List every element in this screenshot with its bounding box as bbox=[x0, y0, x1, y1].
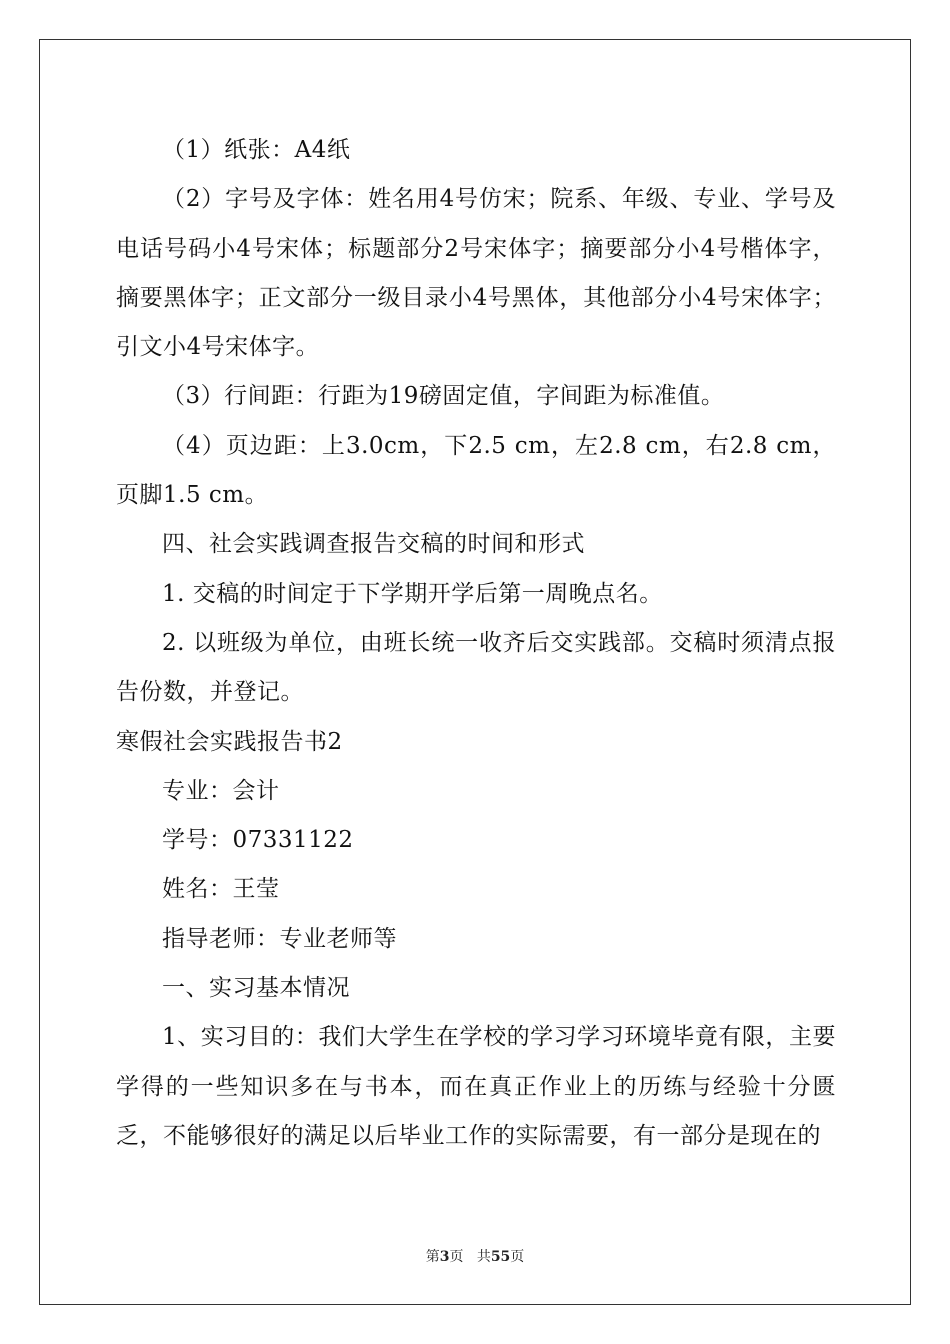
footer-page-number: 3 bbox=[439, 1249, 450, 1265]
paragraph: 2. 以班级为单位，由班长统一收齐后交实践部。交稿时须清点报告份数，并登记。 bbox=[116, 629, 836, 706]
paragraph: （2）字号及字体：姓名用4号仿宋；院系、年级、专业、学号及电话号码小4号宋体；标题部分2号宋体字；摘要部分小4号楷体字，摘要黑体字；正文部分一级目录小4号黑体，其他部分小4号宋体字；引文小4号宋体字。 bbox=[116, 186, 836, 361]
footer-total-suffix: 页 bbox=[510, 1249, 525, 1265]
paragraph: 1. 交稿的时间定于下学期开学后第一周晚点名。 bbox=[162, 580, 663, 607]
paragraph: 指导老师：专业老师等 bbox=[162, 925, 397, 952]
footer-total-prefix: 共 bbox=[476, 1249, 491, 1265]
paragraph: 一、实习基本情况 bbox=[162, 975, 350, 1002]
footer-page-suffix: 页 bbox=[449, 1249, 464, 1265]
page-footer bbox=[0, 1246, 950, 1266]
footer-prefix: 第 bbox=[425, 1249, 440, 1265]
paragraph: 姓名：王莹 bbox=[162, 876, 280, 903]
footer-total-pages: 55 bbox=[490, 1249, 511, 1265]
paragraph: 1、实习目的：我们大学生在学校的学习学习环境毕竟有限，主要学得的一些知识多在与书本，而在真正作业上的历练与经验十分匮乏，不能够很好的满足以后毕业工作的实际需要，有一部分是现在的 bbox=[116, 1024, 836, 1149]
paragraph: 专业：会计 bbox=[162, 777, 280, 804]
paragraph: 寒假社会实践报告书2 bbox=[116, 728, 343, 755]
paragraph: （4）页边距：上3.0cm，下2.5 cm，左2.8 cm，右2.8 cm，页脚1.5 cm。 bbox=[116, 432, 836, 509]
paragraph: 学号：07331122 bbox=[162, 827, 354, 854]
document-body bbox=[116, 126, 836, 1161]
paragraph: （3）行间距：行距为19磅固定值，字间距为标准值。 bbox=[162, 383, 725, 410]
paragraph: （1）纸张：A4纸 bbox=[162, 137, 351, 163]
paragraph: 四、社会实践调查报告交稿的时间和形式 bbox=[162, 531, 585, 558]
